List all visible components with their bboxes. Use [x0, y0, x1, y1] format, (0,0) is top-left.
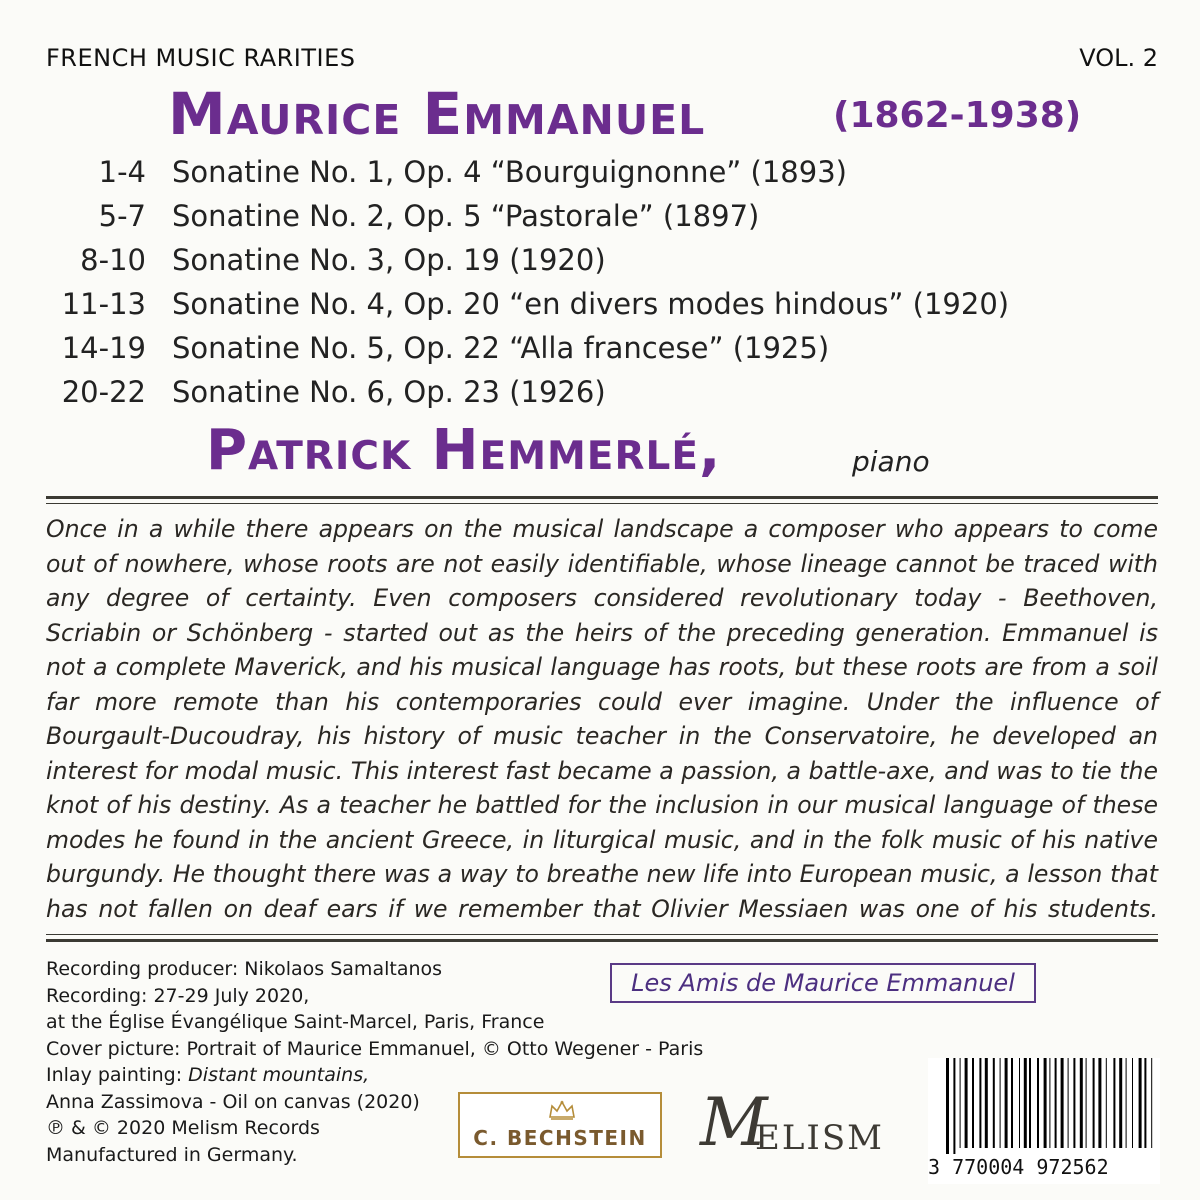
series-title: FRENCH MUSIC RARITIES — [46, 44, 356, 72]
bechstein-logo — [458, 1092, 662, 1158]
barcode-bar — [985, 1058, 988, 1148]
barcode-bar — [1086, 1058, 1087, 1148]
barcode-bar — [946, 1058, 949, 1154]
barcode-bar — [1024, 1058, 1027, 1148]
track-list — [40, 150, 1040, 414]
track-title: Sonatine No. 2, Op. 5 “Pastorale” (1897) — [172, 199, 760, 233]
barcode-bar — [1068, 1058, 1069, 1148]
barcode-bar — [1151, 1058, 1152, 1148]
credit-venue: at the Église Évangélique Saint-Marcel, Paris, France — [46, 1011, 545, 1033]
society-box: Les Amis de Maurice Emmanuel — [610, 963, 1036, 1003]
credit-inlay-artist: Anna Zassimova - Oil on canvas (2020) — [46, 1090, 420, 1113]
bechstein-name: C. BECHSTEIN — [473, 1126, 647, 1150]
credit-inlay — [46, 1062, 606, 1089]
barcode-bar — [1000, 1058, 1001, 1148]
divider-top-thick — [46, 496, 1158, 499]
track-row — [40, 326, 1040, 370]
track-numbers: 1-4 — [98, 155, 146, 189]
track-numbers: 11-13 — [61, 287, 146, 321]
track-title: Sonatine No. 4, Op. 20 “en divers modes hindous” (1920) — [172, 287, 1010, 321]
crown-icon — [548, 1100, 576, 1120]
track-row — [40, 370, 1040, 414]
barcode-bar — [1061, 1058, 1064, 1148]
barcode — [928, 1058, 1160, 1184]
barcode-bar — [993, 1058, 995, 1148]
barcode-bar — [1029, 1058, 1031, 1148]
barcode-bar — [1011, 1058, 1013, 1148]
barcode-bar — [1005, 1058, 1008, 1148]
barcode-bar — [1106, 1058, 1107, 1148]
barcode-bar — [953, 1058, 955, 1154]
barcode-bar — [979, 1058, 981, 1148]
barcode-bar — [965, 1058, 968, 1148]
volume-label: VOL. 2 — [1079, 44, 1158, 72]
barcode-bar — [1055, 1058, 1057, 1148]
credit-inlay-prefix: Inlay painting: — [46, 1064, 189, 1086]
track-numbers: 8-10 — [80, 243, 146, 277]
track-title: Sonatine No. 1, Op. 4 “Bourguignonne” (1893) — [172, 155, 847, 189]
liner-notes: Once in a while there appears on the musical landscape a composer who appears to come out of nowhere, whose roots are not easily identifiable, whose lineage cannot be traced with any degree of certainty. Even composers considered revolutionary today - Beethoven, Scriabin or Schönberg - started out as the heirs of the preceding generation. Emmanuel is not a complete Maverick, and his musical language has roots, but these roots are from a soil far more remote than his contemporaries could ever imagine. Under the influence of Bourgault-Ducoudray, his history of music teacher in the Conservatoire, he developed an interest for modal music. This interest fast became a passion, a battle-axe, and was to tie the knot of his destiny. As a teacher he battled for the inclusion in our musical language of these modes he found in the ancient Greece, in liturgical music, and in the folk music of his native burgundy. He thought there was a way to breathe new life into European music, a lesson that has not fallen on deaf ears if we remember that Olivier Messiaen was one of his students. — [46, 515, 1158, 923]
barcode-bar — [972, 1058, 974, 1148]
track-numbers: 20-22 — [61, 375, 146, 409]
credit-copyright: ℗ & © 2020 Melism Records — [46, 1117, 320, 1139]
track-numbers: 14-19 — [61, 331, 146, 365]
barcode-bar — [1093, 1058, 1095, 1148]
track-title: Sonatine No. 6, Op. 23 (1926) — [172, 375, 606, 409]
divider-bottom-thin — [46, 934, 1158, 935]
melism-wordmark: ELISM — [755, 1118, 884, 1158]
barcode-bar — [1119, 1058, 1122, 1148]
track-title: Sonatine No. 5, Op. 22 “Alla francese” (1925) — [172, 331, 830, 365]
barcode-bar — [1037, 1058, 1039, 1148]
barcode-bar — [1132, 1058, 1133, 1148]
barcode-bar — [1144, 1058, 1146, 1148]
barcode-bar — [1049, 1058, 1050, 1148]
credit-cover: Cover picture: Portrait of Maurice Emmanuel, © Otto Wegener - Paris — [46, 1037, 704, 1060]
barcode-bar — [1073, 1058, 1075, 1148]
barcode-bar — [1080, 1058, 1083, 1148]
barcode-bar — [1044, 1058, 1047, 1148]
track-numbers: 5-7 — [98, 199, 146, 233]
barcode-bars — [944, 1058, 1160, 1154]
divider-bottom-thick — [46, 939, 1158, 942]
barcode-bar — [1019, 1058, 1020, 1148]
divider-top-thin — [46, 503, 1158, 504]
barcode-bar — [960, 1058, 961, 1148]
credit-producer: Recording producer: Nikolaos Samaltanos — [46, 958, 443, 980]
track-row — [40, 194, 1040, 238]
performer-instrument: piano — [852, 445, 930, 478]
composer-name: Maurice Emmanuel — [168, 80, 706, 148]
credit-manufactured: Manufactured in Germany. — [46, 1143, 298, 1166]
performer-name: Patrick Hemmerlé, — [206, 418, 722, 483]
track-row — [40, 282, 1040, 326]
credit-recording: Recording: 27-29 July 2020, — [46, 984, 310, 1007]
track-row — [40, 238, 1040, 282]
credit-inlay-title: Distant mountains, — [188, 1064, 370, 1086]
barcode-bar — [1113, 1058, 1115, 1148]
barcode-bar — [1126, 1058, 1127, 1148]
melism-logo — [700, 1084, 900, 1161]
barcode-bar — [1139, 1058, 1142, 1148]
track-row — [40, 150, 1040, 194]
composer-dates: (1862-1938) — [833, 95, 1082, 136]
melism-initial: M — [700, 1084, 768, 1161]
barcode-digits: 3 770004 972562 — [928, 1155, 1109, 1179]
barcode-bar — [1098, 1058, 1101, 1148]
track-title: Sonatine No. 3, Op. 19 (1920) — [172, 243, 606, 277]
